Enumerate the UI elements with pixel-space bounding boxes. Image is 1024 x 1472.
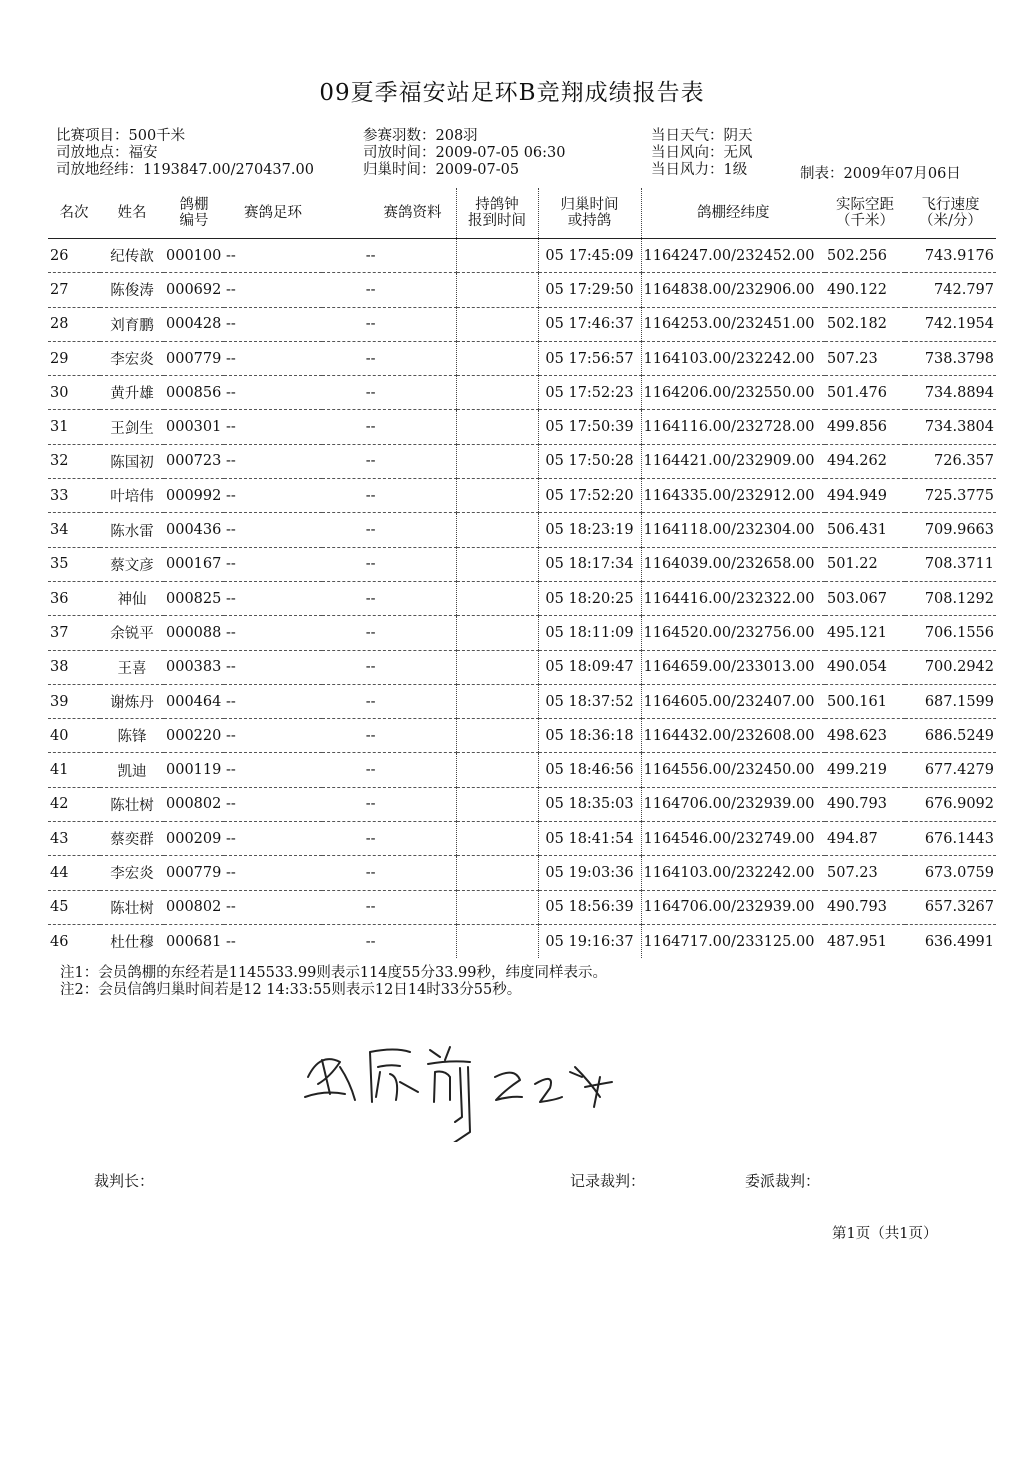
header-row bbox=[48, 188, 996, 239]
cell-arrival: 05 17:46:37 bbox=[538, 307, 641, 341]
cell-coords: 1164706.00/232939.00 bbox=[641, 787, 825, 821]
release-place: 司放地点：福安 bbox=[56, 145, 158, 161]
cell-arrival: 05 17:50:39 bbox=[538, 410, 641, 444]
cell-ring: -- bbox=[224, 273, 322, 307]
handwritten-signature bbox=[300, 1022, 630, 1146]
cell-rank: 33 bbox=[48, 479, 100, 513]
release-time: 司放时间：2009-07-05 06:30 bbox=[363, 145, 566, 161]
cell-distance: 502.256 bbox=[825, 239, 905, 273]
cell-speed: 725.3775 bbox=[905, 479, 996, 513]
cell-info: -- bbox=[322, 719, 456, 753]
cell-name: 黄升雄 bbox=[100, 376, 164, 410]
cell-clock bbox=[456, 581, 538, 615]
cell-rank: 42 bbox=[48, 787, 100, 821]
cell-rank: 43 bbox=[48, 822, 100, 856]
cell-ring: -- bbox=[224, 719, 322, 753]
table-row bbox=[48, 239, 996, 273]
cell-info: -- bbox=[322, 616, 456, 650]
cell-clock bbox=[456, 239, 538, 273]
cell-distance: 490.793 bbox=[825, 787, 905, 821]
cell-ring: -- bbox=[224, 856, 322, 890]
cell-ring: -- bbox=[226, 933, 236, 950]
cell-loft: 000119 bbox=[164, 753, 224, 787]
cell-rank: 40 bbox=[48, 719, 100, 753]
cell-name: 陈水雷 bbox=[100, 513, 164, 547]
cell-clock bbox=[456, 890, 538, 924]
cell-name: 陈壮树 bbox=[100, 890, 164, 924]
table-row bbox=[48, 650, 996, 684]
cell-distance: 507.23 bbox=[825, 341, 905, 375]
cell-name: 王剑生 bbox=[100, 410, 164, 444]
cell-distance: 490.122 bbox=[825, 273, 905, 307]
cell-info: -- bbox=[322, 273, 456, 307]
cell-ring: -- bbox=[224, 822, 322, 856]
cell-distance: 490.793 bbox=[825, 890, 905, 924]
cell-distance: 494.262 bbox=[825, 444, 905, 478]
cell-info: -- bbox=[322, 856, 456, 890]
cell-info: -- bbox=[365, 933, 376, 950]
cell-rank: 44 bbox=[48, 856, 100, 890]
weather: 当日天气：阴天 bbox=[651, 128, 753, 144]
page-indicator: 第1页（共1页） bbox=[832, 1226, 938, 1242]
cell-arrival: 05 17:50:28 bbox=[538, 444, 641, 478]
col-speed: 飞行速度 （米/分） bbox=[905, 188, 996, 239]
cell-speed: 742.797 bbox=[905, 273, 996, 307]
signature-scribble bbox=[300, 1022, 630, 1142]
cell-rank: 29 bbox=[48, 341, 100, 375]
cell-info: -- bbox=[322, 479, 456, 513]
cell-rank: 45 bbox=[48, 890, 100, 924]
cell-distance: 494.949 bbox=[825, 479, 905, 513]
cell-distance: 498.623 bbox=[825, 719, 905, 753]
cell-clock bbox=[456, 513, 538, 547]
cell-speed: 657.3267 bbox=[905, 890, 996, 924]
cell-info: -- bbox=[322, 684, 456, 718]
cell-clock bbox=[456, 856, 538, 890]
cell-loft: 000825 bbox=[164, 581, 224, 615]
cell-distance: 501.22 bbox=[825, 547, 905, 581]
cell-name: 杜仕穆 bbox=[110, 935, 154, 952]
cell-arrival: 05 19:16:37 bbox=[538, 924, 641, 958]
cell-ring: -- bbox=[224, 581, 322, 615]
cell-arrival: 05 18:56:39 bbox=[538, 890, 641, 924]
cell-coords: 1164706.00/232939.00 bbox=[641, 890, 825, 924]
cell-speed: 743.9176 bbox=[905, 239, 996, 273]
cell-clock bbox=[456, 307, 538, 341]
cell-distance: 500.161 bbox=[825, 684, 905, 718]
cell-ring: -- bbox=[224, 376, 322, 410]
cell-clock bbox=[456, 341, 538, 375]
cell-distance: 487.951 bbox=[827, 933, 887, 950]
cell-speed: 676.9092 bbox=[905, 787, 996, 821]
table-row bbox=[48, 581, 996, 615]
cell-clock bbox=[456, 753, 538, 787]
cell-ring: -- bbox=[224, 444, 322, 478]
cell-distance: 507.23 bbox=[825, 856, 905, 890]
cell-speed: 709.9663 bbox=[905, 513, 996, 547]
cell-ring: -- bbox=[224, 616, 322, 650]
cell-distance: 501.476 bbox=[825, 376, 905, 410]
cell-loft: 000779 bbox=[164, 856, 224, 890]
cell-arrival: 05 17:52:20 bbox=[538, 479, 641, 513]
cell-rank: 27 bbox=[48, 273, 100, 307]
cell-speed: 708.3711 bbox=[905, 547, 996, 581]
cell-loft: 000301 bbox=[164, 410, 224, 444]
cell-coords: 1164416.00/232322.00 bbox=[641, 581, 825, 615]
cell-arrival: 05 17:29:50 bbox=[538, 273, 641, 307]
col-clock: 持鸽钟 报到时间 bbox=[456, 188, 538, 239]
table-row bbox=[48, 410, 996, 444]
cell-clock bbox=[456, 822, 538, 856]
cell-ring: -- bbox=[224, 753, 322, 787]
cell-rank: 41 bbox=[48, 753, 100, 787]
cell-arrival: 05 18:11:09 bbox=[538, 616, 641, 650]
cell-clock bbox=[456, 479, 538, 513]
cell-loft: 000220 bbox=[164, 719, 224, 753]
cell-info: -- bbox=[322, 547, 456, 581]
cell-ring: -- bbox=[224, 547, 322, 581]
cell-arrival: 05 18:36:18 bbox=[538, 719, 641, 753]
cell-arrival: 05 17:52:23 bbox=[538, 376, 641, 410]
cell-rank: 46 bbox=[50, 933, 69, 950]
cell-rank: 28 bbox=[48, 307, 100, 341]
table-row bbox=[48, 376, 996, 410]
cell-loft: 000723 bbox=[164, 444, 224, 478]
cell-arrival: 05 17:45:09 bbox=[538, 239, 641, 273]
cell-name: 陈壮树 bbox=[100, 787, 164, 821]
cell-clock bbox=[456, 650, 538, 684]
cell-arrival: 05 18:23:19 bbox=[538, 513, 641, 547]
report-title: 09夏季福安站足环B竞翔成绩报告表 bbox=[319, 80, 705, 106]
cell-loft: 000167 bbox=[164, 547, 224, 581]
cell-speed: 734.8894 bbox=[905, 376, 996, 410]
cell-name: 刘育鹏 bbox=[100, 307, 164, 341]
cell-name: 凯迪 bbox=[100, 753, 164, 787]
cell-name: 神仙 bbox=[100, 581, 164, 615]
cell-coords: 1164039.00/232658.00 bbox=[641, 547, 825, 581]
cell-name: 李宏炎 bbox=[100, 856, 164, 890]
col-loft-no: 鸽棚 编号 bbox=[164, 188, 224, 239]
cell-clock bbox=[456, 444, 538, 478]
cell-ring: -- bbox=[224, 787, 322, 821]
cell-rank: 37 bbox=[48, 616, 100, 650]
cell-loft: 000100 bbox=[164, 239, 224, 273]
cell-info: -- bbox=[322, 513, 456, 547]
cell-speed: 676.1443 bbox=[905, 822, 996, 856]
cell-info: -- bbox=[322, 753, 456, 787]
cell-speed: 673.0759 bbox=[905, 856, 996, 890]
cell-name: 叶培伟 bbox=[100, 479, 164, 513]
cell-rank: 32 bbox=[48, 444, 100, 478]
cell-arrival: 05 17:56:57 bbox=[538, 341, 641, 375]
cell-distance: 495.121 bbox=[825, 616, 905, 650]
cell-info: -- bbox=[322, 890, 456, 924]
cell-distance: 494.87 bbox=[825, 822, 905, 856]
table-row bbox=[48, 822, 996, 856]
col-coords: 鸽棚经纬度 bbox=[641, 188, 825, 239]
cell-rank: 39 bbox=[48, 684, 100, 718]
cell-name: 纪传歆 bbox=[100, 239, 164, 273]
cell-loft: 000802 bbox=[164, 787, 224, 821]
entries-count: 参赛羽数：208羽 bbox=[363, 128, 478, 144]
cell-clock bbox=[456, 547, 538, 581]
cell-coords: 1164717.00/233125.00 bbox=[641, 924, 825, 958]
cell-rank: 35 bbox=[48, 547, 100, 581]
table-row bbox=[48, 307, 996, 341]
cell-loft: 000088 bbox=[164, 616, 224, 650]
info-block-right bbox=[651, 128, 753, 179]
cell-clock bbox=[456, 273, 538, 307]
cell-name: 谢炼丹 bbox=[100, 684, 164, 718]
col-rank: 名次 bbox=[48, 188, 100, 239]
cell-info: -- bbox=[322, 307, 456, 341]
cell-clock bbox=[456, 787, 538, 821]
cell-clock bbox=[456, 719, 538, 753]
cell-distance: 499.219 bbox=[825, 753, 905, 787]
info-block-middle bbox=[363, 128, 566, 179]
cell-loft: 000428 bbox=[164, 307, 224, 341]
cell-coords: 1164432.00/232608.00 bbox=[641, 719, 825, 753]
cell-coords: 1164421.00/232909.00 bbox=[641, 444, 825, 478]
cell-arrival: 05 18:20:25 bbox=[538, 581, 641, 615]
cell-speed: 726.357 bbox=[905, 444, 996, 478]
cell-rank: 26 bbox=[48, 239, 100, 273]
col-info: 赛鸽资料 bbox=[322, 188, 456, 239]
table-row bbox=[48, 684, 996, 718]
wind-direction: 当日风向：无风 bbox=[651, 145, 753, 161]
results-table bbox=[48, 188, 996, 958]
col-ring: 赛鸽足环 bbox=[224, 188, 322, 239]
cell-coords: 1164247.00/232452.00 bbox=[641, 239, 825, 273]
cell-ring: -- bbox=[224, 684, 322, 718]
cell-ring: -- bbox=[224, 410, 322, 444]
cell-loft: 000802 bbox=[164, 890, 224, 924]
cell-loft: 000856 bbox=[164, 376, 224, 410]
cell-coords: 1164546.00/232749.00 bbox=[641, 822, 825, 856]
table-row bbox=[48, 890, 996, 924]
cell-ring: -- bbox=[224, 479, 322, 513]
cell-ring: -- bbox=[224, 239, 322, 273]
cell-loft: 000681 bbox=[166, 933, 222, 950]
cell-info: -- bbox=[322, 581, 456, 615]
cell-coords: 1164659.00/233013.00 bbox=[641, 650, 825, 684]
cell-speed: 686.5249 bbox=[905, 719, 996, 753]
table-row bbox=[48, 753, 996, 787]
cell-distance: 499.856 bbox=[825, 410, 905, 444]
cell-name: 陈俊涛 bbox=[100, 273, 164, 307]
table-row bbox=[48, 273, 996, 307]
cell-name: 陈国初 bbox=[100, 444, 164, 478]
cell-info: -- bbox=[322, 650, 456, 684]
table-row bbox=[48, 444, 996, 478]
table-row bbox=[48, 719, 996, 753]
wind-force: 当日风力：1级 bbox=[651, 162, 748, 178]
cell-info: -- bbox=[322, 341, 456, 375]
cell-info: -- bbox=[322, 444, 456, 478]
cell-info: -- bbox=[322, 822, 456, 856]
cell-name: 陈锋 bbox=[100, 719, 164, 753]
table-row bbox=[48, 616, 996, 650]
cell-loft: 000779 bbox=[164, 341, 224, 375]
cell-info: -- bbox=[322, 410, 456, 444]
cell-clock bbox=[456, 684, 538, 718]
cell-name: 蔡文彦 bbox=[100, 547, 164, 581]
table-row bbox=[48, 856, 996, 890]
cell-coords: 1164118.00/232304.00 bbox=[641, 513, 825, 547]
col-name: 姓名 bbox=[100, 188, 164, 239]
cell-coords: 1164206.00/232550.00 bbox=[641, 376, 825, 410]
cell-loft: 000692 bbox=[164, 273, 224, 307]
cell-ring: -- bbox=[224, 513, 322, 547]
return-time: 归巢时间：2009-07-05 bbox=[363, 162, 520, 178]
cell-rank: 31 bbox=[48, 410, 100, 444]
cell-speed: 636.4991 bbox=[924, 933, 994, 950]
cell-info: -- bbox=[322, 376, 456, 410]
table-row bbox=[48, 513, 996, 547]
cell-coords: 1164838.00/232906.00 bbox=[641, 273, 825, 307]
col-distance: 实际空距 （千米） bbox=[825, 188, 905, 239]
recording-judge-label: 记录裁判： bbox=[570, 1172, 646, 1190]
cell-clock bbox=[456, 376, 538, 410]
table-row bbox=[48, 924, 996, 958]
cell-info: -- bbox=[322, 787, 456, 821]
cell-loft: 000383 bbox=[164, 650, 224, 684]
cell-arrival: 05 19:03:36 bbox=[538, 856, 641, 890]
cell-clock bbox=[456, 924, 538, 958]
cell-arrival: 05 18:37:52 bbox=[538, 684, 641, 718]
table-row bbox=[48, 547, 996, 581]
note-2: 注2：会员信鸽归巢时间若是12 14:33:55则表示12日14时33分55秒。 bbox=[60, 982, 522, 998]
cell-speed: 742.1954 bbox=[905, 307, 996, 341]
cell-loft: 000436 bbox=[164, 513, 224, 547]
cell-distance: 506.431 bbox=[825, 513, 905, 547]
cell-speed: 677.4279 bbox=[905, 753, 996, 787]
note-1: 注1：会员鸽棚的东经若是1145533.99则表示114度55分33.99秒，纬度同样表示。 bbox=[60, 965, 607, 981]
release-coords: 司放地经纬：1193847.00/270437.00 bbox=[56, 162, 314, 178]
cell-ring: -- bbox=[224, 307, 322, 341]
cell-coords: 1164335.00/232912.00 bbox=[641, 479, 825, 513]
cell-ring: -- bbox=[224, 341, 322, 375]
col-arrival: 归巢时间 或持鸽 bbox=[538, 188, 641, 239]
cell-speed: 738.3798 bbox=[905, 341, 996, 375]
cell-speed: 708.1292 bbox=[905, 581, 996, 615]
cell-arrival: 05 18:46:56 bbox=[538, 753, 641, 787]
chief-judge-label: 裁判长： bbox=[94, 1172, 155, 1190]
cell-speed: 687.1599 bbox=[905, 684, 996, 718]
cell-coords: 1164103.00/232242.00 bbox=[641, 856, 825, 890]
cell-distance: 502.182 bbox=[825, 307, 905, 341]
cell-coords: 1164605.00/232407.00 bbox=[641, 684, 825, 718]
cell-coords: 1164556.00/232450.00 bbox=[641, 753, 825, 787]
cell-rank: 30 bbox=[48, 376, 100, 410]
notes bbox=[60, 965, 607, 999]
cell-ring: -- bbox=[224, 650, 322, 684]
cell-speed: 700.2942 bbox=[905, 650, 996, 684]
cell-arrival: 05 18:41:54 bbox=[538, 822, 641, 856]
cell-coords: 1164103.00/232242.00 bbox=[641, 341, 825, 375]
cell-clock bbox=[456, 616, 538, 650]
cell-rank: 38 bbox=[48, 650, 100, 684]
cell-coords: 1164253.00/232451.00 bbox=[641, 307, 825, 341]
assigned-judge-label: 委派裁判： bbox=[745, 1172, 821, 1190]
cell-distance: 490.054 bbox=[825, 650, 905, 684]
race-item: 比赛项目：500千米 bbox=[56, 128, 186, 144]
cell-loft: 000992 bbox=[164, 479, 224, 513]
info-block-left bbox=[56, 128, 314, 179]
table-row bbox=[48, 787, 996, 821]
cell-name: 王喜 bbox=[100, 650, 164, 684]
cell-info: -- bbox=[322, 239, 456, 273]
cell-rank: 36 bbox=[48, 581, 100, 615]
table-row bbox=[48, 341, 996, 375]
cell-ring: -- bbox=[224, 890, 322, 924]
cell-clock bbox=[456, 410, 538, 444]
cell-loft: 000209 bbox=[164, 822, 224, 856]
cell-name: 李宏炎 bbox=[100, 341, 164, 375]
table-row bbox=[48, 479, 996, 513]
cell-distance: 503.067 bbox=[825, 581, 905, 615]
cell-coords: 1164520.00/232756.00 bbox=[641, 616, 825, 650]
cell-speed: 706.1556 bbox=[905, 616, 996, 650]
cell-name: 余锐平 bbox=[100, 616, 164, 650]
cell-coords: 1164116.00/232728.00 bbox=[641, 410, 825, 444]
cell-arrival: 05 18:17:34 bbox=[538, 547, 641, 581]
cell-arrival: 05 18:09:47 bbox=[538, 650, 641, 684]
cell-name: 蔡奕群 bbox=[100, 822, 164, 856]
cell-loft: 000464 bbox=[164, 684, 224, 718]
made-date: 制表：2009年07月06日 bbox=[800, 166, 961, 182]
cell-arrival: 05 18:35:03 bbox=[538, 787, 641, 821]
cell-rank: 34 bbox=[48, 513, 100, 547]
cell-speed: 734.3804 bbox=[905, 410, 996, 444]
